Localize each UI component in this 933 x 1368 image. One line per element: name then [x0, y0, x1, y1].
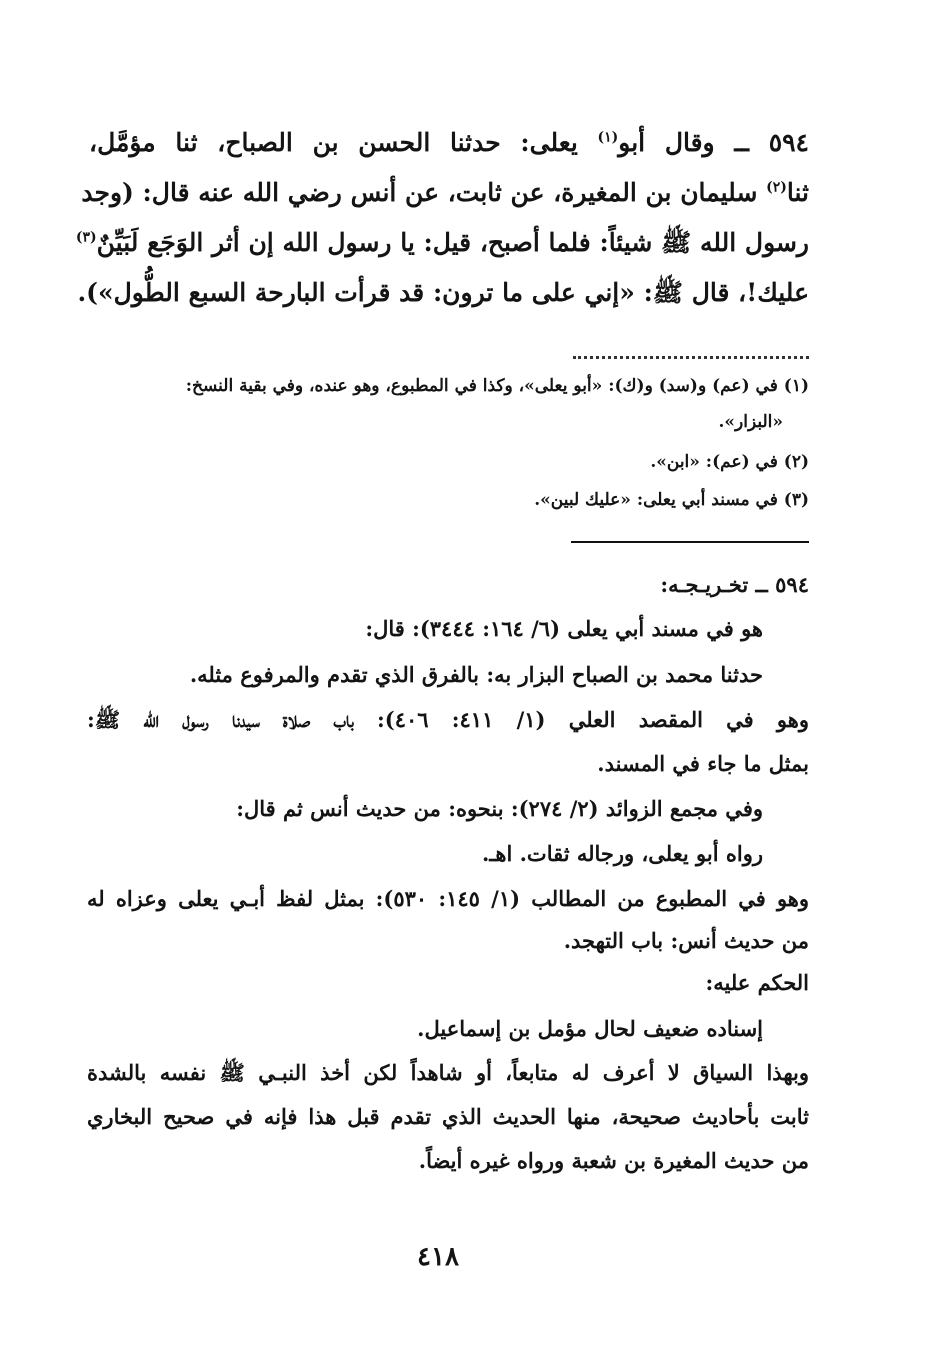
- takhrij-line-2: حدثنا محمد بن الصباح البزار به: بالفرق الذي تقدم والمرفوع مثله.: [189, 662, 763, 687]
- hadith-line-4-pre: عليك!، قال ﷺ: «إني على ما ترون: قد قرأت البارحة السبع الطُّول»).: [77, 278, 809, 307]
- hadith-line-2-post: سليمان بن المغيرة، عن ثابت، عن أنس رضي الله عنه قال: (وجد: [81, 178, 767, 207]
- footnote-2: (٢) في (عم): «ابن».: [650, 452, 809, 472]
- footnote-marker-3: (٣): [75, 229, 97, 246]
- section-divider: [571, 541, 809, 543]
- takhrij-line-7: وهو في المطبوع من المطالب (١/ ١٤٥: ٥٣٠): بمثل لفظ أبـي يعلى وعزاه له: [87, 886, 810, 911]
- hadith-line-3-pre: رسول الله ﷺ شيئاً: فلما أصبح، قيل: يا رسول الله إن أثر الوَجَع لَبَيِّنٌ: [96, 228, 809, 257]
- hadith-line-1-pre: ٥٩٤ ــ وقال أبو: [618, 128, 809, 157]
- takhrij-heading: ٥٩٤ ــ تخـريـجـه:: [660, 572, 809, 597]
- hukm-line-1: إسناده ضعيف لحال مؤمل بن إسماعيل.: [417, 1016, 763, 1041]
- hadith-line-4: [77, 268, 809, 318]
- hadith-line-1-post: يعلى: حدثنا الحسن بن الصباح، ثنا مؤمَّل،: [89, 128, 598, 157]
- footnote-marker-1: (١): [597, 129, 619, 146]
- takhrij-line-4: بمثل ما جاء في المسند.: [597, 751, 809, 776]
- page-number: ٤١٨: [417, 1242, 459, 1272]
- footnote-1: (١) في (عم) و(سد) و(ك): «أبو يعلى»، وكذا في المطبوع، وهو عنده، وفي بقية النسخ:: [185, 376, 809, 396]
- takhrij-line-6: رواه أبو يعلى، ورجاله ثقات. اهـ.: [481, 841, 763, 866]
- footnote-1-continued: «البزار».: [718, 412, 783, 432]
- hadith-line-1: [89, 118, 809, 168]
- hadith-line-2-pre: ثنا: [786, 178, 809, 207]
- footnote-marker-2: (٢): [766, 179, 787, 196]
- hukm-heading: الحكم عليه:: [705, 970, 809, 995]
- hukm-line-3: ثابت بأحاديث صحيحة، منها الحديث الذي تقدم قبل هذا فإنه في صحيح البخاري: [87, 1104, 809, 1129]
- footnote-separator: [573, 342, 809, 359]
- takhrij-line-8: من حديث أنس: باب التهجد.: [563, 928, 809, 953]
- hukm-line-4: من حديث المغيرة بن شعبة ورواه غيره أيضاً.: [418, 1148, 809, 1173]
- hadith-line-2: [81, 168, 809, 218]
- footnote-3: (٣) في مسند أبي يعلى: «عليك لبين».: [534, 490, 809, 510]
- takhrij-line-1: هو في مسند أبي يعلى (٦/ ١٦٤: ٣٤٤٤): قال:: [365, 616, 763, 641]
- takhrij-line-5: وفي مجمع الزوائد (٢/ ٢٧٤): بنحوه: من حديث أنس ثم قال:: [236, 796, 763, 821]
- takhrij-line-3: وهو في المقصد العلي (١/ ٤١١: ٤٠٦): باب صلاة سيدنا رسول الله ﷺ:: [87, 707, 809, 732]
- hukm-line-2: وبهذا السياق لا أعرف له متابعاً، أو شاهداً لكن أخذ النبـي ﷺ نفسه بالشدة: [87, 1060, 809, 1085]
- hadith-line-3: [75, 218, 809, 268]
